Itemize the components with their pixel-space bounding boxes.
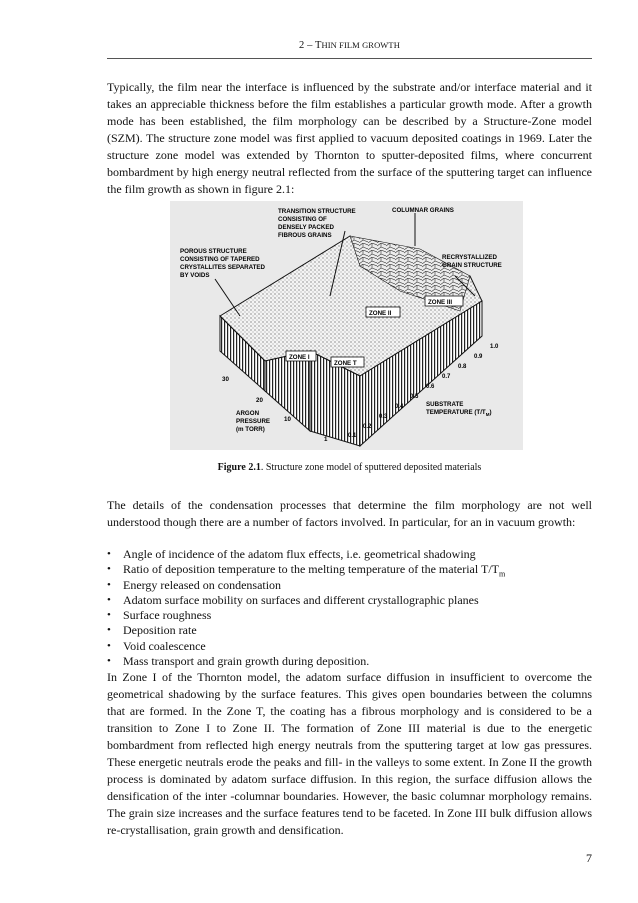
temp-tick-0.6: 0.6 [426, 384, 435, 390]
page-number: 7 [586, 851, 592, 865]
temp-tick-0.5: 0.5 [410, 394, 419, 400]
temp-tick-0.9: 0.9 [474, 354, 483, 360]
structure-zone-figure [170, 201, 523, 450]
temp-tick-0.7: 0.7 [442, 374, 451, 380]
zone-2-label: ZONE II [369, 310, 392, 317]
substrate-label-2: TEMPERATURE $(T/T_M)$ [426, 409, 492, 417]
paragraph-details: The details of the condensation processes that determine the film morphology are not well understood though there are a number of factors involved. In particular, for an in vacuum growth: [107, 498, 592, 529]
header-chapter: 2 – T [299, 40, 322, 51]
label-transition-4: FIBROUS GRAINS [278, 232, 332, 239]
argon-label-1: ARGON [236, 410, 260, 417]
zone-t-label: ZONE T [334, 360, 357, 367]
zone-1-label: ZONE I [289, 354, 310, 361]
caption-label: Figure 2.1 [217, 462, 261, 473]
argon-label-3: (m TORR) [236, 426, 265, 433]
factor-list [107, 547, 592, 669]
label-porous-1: POROUS STRUCTURE [180, 248, 247, 255]
label-recryst-2: GRAIN STRUCTURE [442, 262, 502, 269]
pressure-tick-30: 30 [222, 376, 229, 383]
header-title: HIN FILM GROWTH [321, 40, 400, 50]
label-transition-1: TRANSITION STRUCTURE [278, 208, 356, 215]
running-header [107, 40, 592, 51]
paragraph-zones: In Zone I of the Thornton model, the adatom surface diffusion in insufficient to overcome the geometrical shadowing by the surface features. This gives open boundaries between the columns that are formed. In the Zone T, the coating has a fibrous morphology and is considered to be a transition to Zone I to Zone II. The formation of Zone III material is due to the energetic bombardment from reflected high energy neutrals from the sputtering target at low gas pressures. These energetic neutrals erode the peaks and fill- in the valleys to some extent. In Zone II the growth process is dominated by adatom surface diffusion. In this region, the surface diffusion allows the densification of the inter -columnar boundaries. However, the basic columnar morphology remains. The grain size increases and the surface features tend to be faceted. In Zone III bulk diffusion allows re-crystallisation, grain growth and densification. [107, 670, 592, 837]
list-item: • Surface roughness [107, 608, 592, 623]
caption-text: . Structure zone model of sputtered deposited materials [260, 462, 482, 473]
zone-3-label: ZONE III [428, 299, 453, 306]
list-item: • Void coalescence [107, 639, 592, 654]
paragraph-intro: Typically, the film near the interface is influenced by the substrate and/or interface material and it takes an appreciable thickness before the film establishes a particular growth mode. After a growth mode has been established, the film morphology can be described by a Structure-Zone model (SZM). The structure zone model was first applied to vacuum deposited coatings in 1969. Later the structure zone model was extended by Thornton to sputter-deposited films, where concurrent bombardment by high energy neutral reflected from the surface of the sputtering target can influence the film growth as shown in figure 2.1: [107, 80, 592, 196]
figure-caption [107, 462, 592, 473]
list-item: • Mass transport and grain growth during deposition. [107, 654, 592, 669]
temp-tick-0.1: 0.1 [348, 433, 357, 439]
list-item: • Ratio of deposition temperature to the melting temperature of the material $T/T_m$ [107, 562, 592, 577]
pressure-tick-1: 1 [324, 436, 328, 443]
label-recryst-1: RECRYSTALLIZED [442, 254, 497, 261]
pressure-tick-10: 10 [284, 416, 291, 423]
temp-tick-0.2: 0.2 [363, 424, 372, 430]
list-item: • Deposition rate [107, 623, 592, 638]
pressure-tick-20: 20 [256, 397, 263, 404]
header-rule [107, 58, 592, 59]
argon-label-2: PRESSURE [236, 418, 271, 425]
label-transition-2: CONSISTING OF [278, 216, 327, 223]
temp-tick-0.4: 0.4 [395, 404, 404, 410]
temp-tick-0.8: 0.8 [458, 364, 467, 370]
temp-tick-1.0: 1.0 [490, 344, 499, 350]
list-item: • Angle of incidence of the adatom flux effects, i.e. geometrical shadowing [107, 547, 592, 562]
label-porous-4: BY VOIDS [180, 272, 210, 279]
list-item: • Energy released on condensation [107, 578, 592, 593]
list-item: • Adatom surface mobility on surfaces and different crystallographic planes [107, 593, 592, 608]
temp-tick-0.3: 0.3 [379, 414, 388, 420]
label-columnar: COLUMNAR GRAINS [392, 207, 454, 214]
label-porous-3: CRYSTALLITES SEPARATED [180, 264, 266, 271]
label-transition-3: DENSELY PACKED [278, 224, 334, 231]
substrate-label-1: SUBSTRATE [426, 401, 464, 408]
label-porous-2: CONSISTING OF TAPERED [180, 256, 260, 263]
